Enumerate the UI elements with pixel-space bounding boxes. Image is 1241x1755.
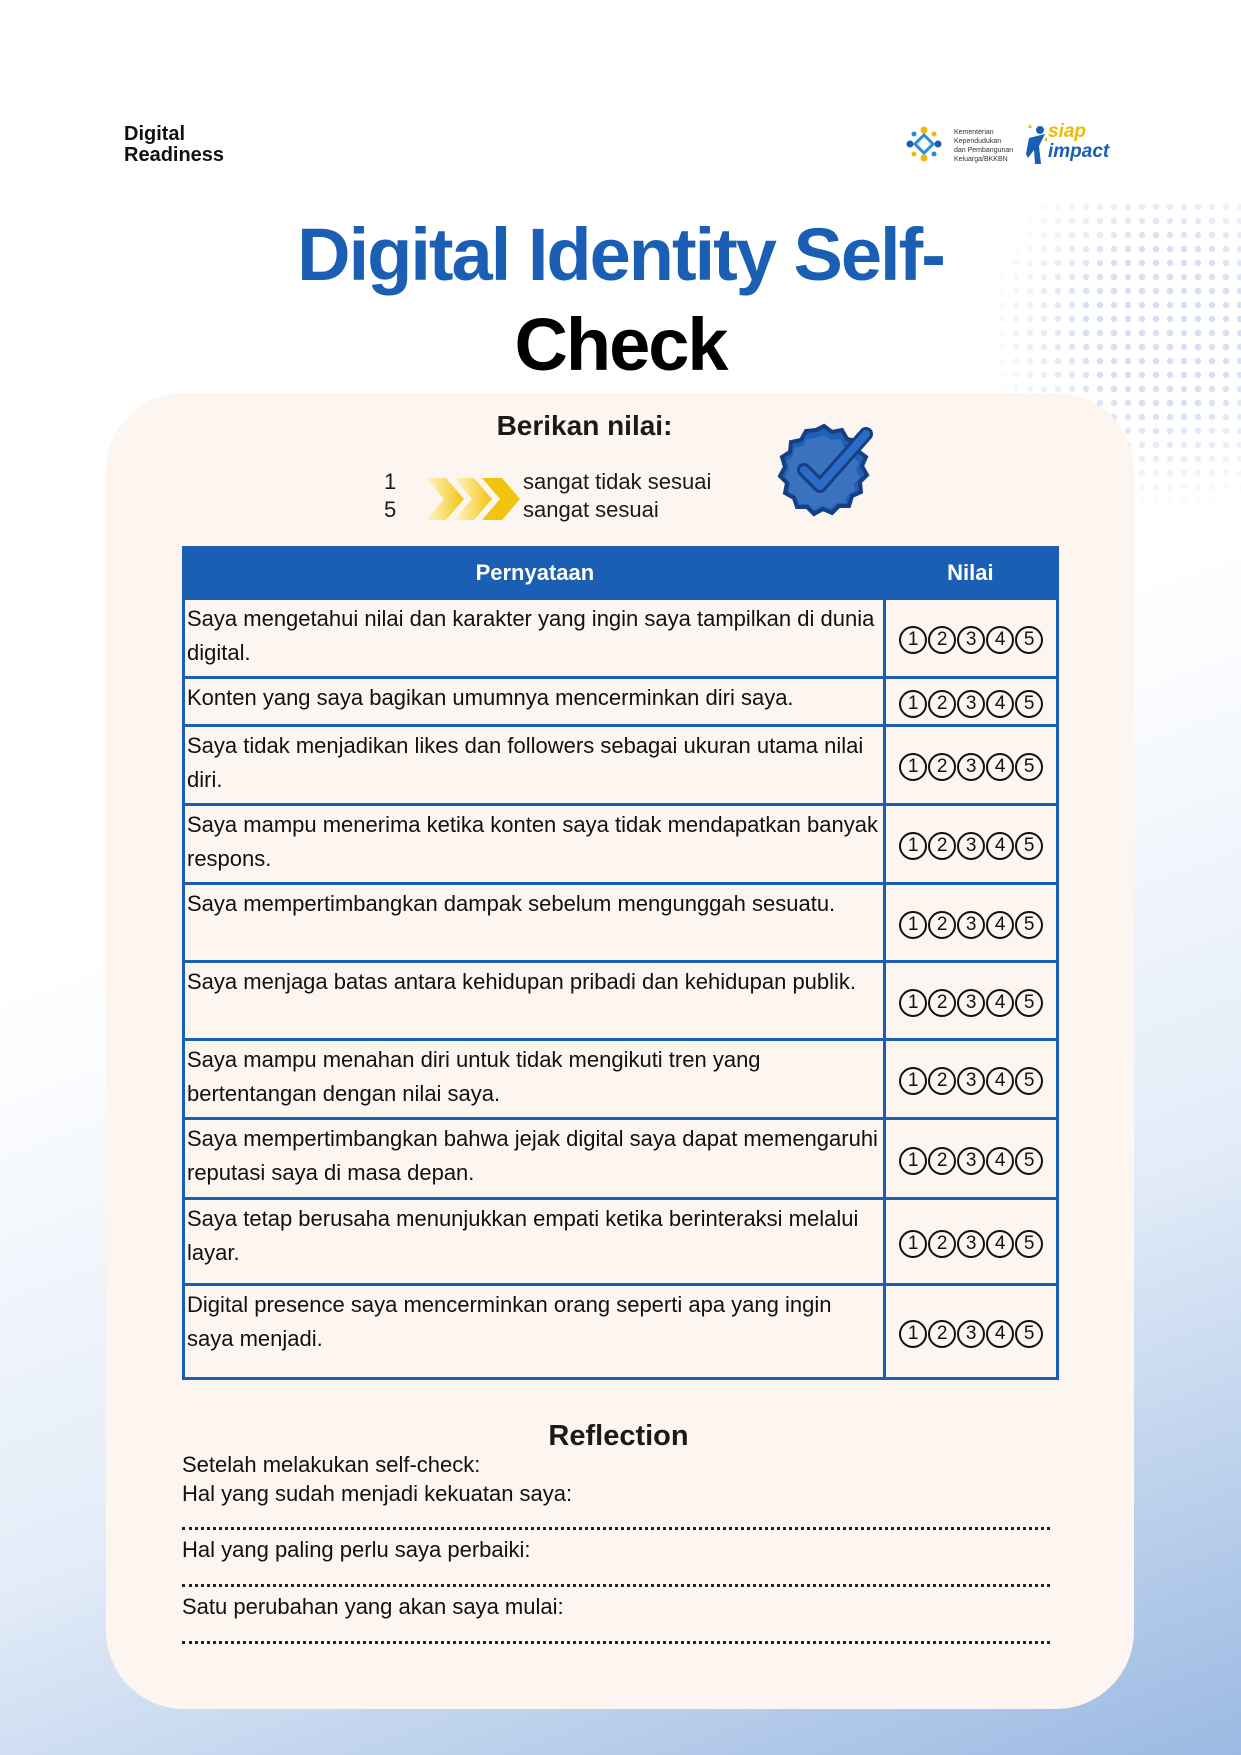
rating-heading	[0, 410, 1241, 442]
statement-cell: Saya tetap berusaha menunjukkan empati ketika berinteraksi melalui layar.	[184, 1199, 885, 1285]
statement-cell: Digital presence saya mencerminkan orang seperti apa yang ingin saya menjadi.	[184, 1285, 885, 1379]
table-row	[184, 678, 1058, 726]
score-option-4[interactable]: 4	[986, 832, 1014, 860]
rating-heading-text: Berikan nilai:	[496, 410, 673, 441]
score-option-2[interactable]: 2	[928, 832, 956, 860]
score-option-2[interactable]: 2	[928, 989, 956, 1017]
score-option-2[interactable]: 2	[928, 1230, 956, 1258]
score-cell	[885, 805, 1058, 884]
header-logos	[902, 118, 1122, 174]
gov-text-line: Kependudukan	[954, 138, 1002, 145]
header-statement: Pernyataan	[184, 548, 885, 599]
score-option-5[interactable]: 5	[1015, 911, 1043, 939]
table-row	[184, 1285, 1058, 1379]
score-cell	[885, 1199, 1058, 1285]
statement-cell: Saya tidak menjadikan likes dan followers sebagai ukuran utama nilai diri.	[184, 726, 885, 805]
score-option-5[interactable]: 5	[1015, 1147, 1043, 1175]
table-row	[184, 599, 1058, 678]
score-option-1[interactable]: 1	[899, 832, 927, 860]
score-option-1[interactable]: 1	[899, 626, 927, 654]
score-option-1[interactable]: 1	[899, 1067, 927, 1095]
score-cell	[885, 962, 1058, 1040]
page-title	[0, 210, 1241, 390]
check-badge-icon	[762, 412, 888, 530]
score-option-3[interactable]: 3	[957, 832, 985, 860]
table-row	[184, 884, 1058, 962]
score-cell	[885, 678, 1058, 726]
title-line-2: Check	[514, 303, 727, 386]
scale-min-number: 1	[384, 469, 397, 494]
score-option-2[interactable]: 2	[928, 753, 956, 781]
score-option-4[interactable]: 4	[986, 911, 1014, 939]
score-options	[899, 989, 1043, 1017]
siap-impact-wordmark	[1048, 122, 1109, 162]
score-cell	[885, 1040, 1058, 1119]
table-header-row	[184, 548, 1058, 599]
score-option-3[interactable]: 3	[957, 1147, 985, 1175]
siap-word: siap	[1048, 121, 1087, 142]
answer-line-improve[interactable]	[182, 1584, 1050, 1587]
statement-cell: Saya mampu menahan diri untuk tidak mengikuti tren yang bertentangan dengan nilai saya.	[184, 1040, 885, 1119]
score-option-2[interactable]: 2	[928, 626, 956, 654]
score-option-5[interactable]: 5	[1015, 1067, 1043, 1095]
brand-line-2: Readiness	[124, 144, 225, 166]
answer-line-strength[interactable]	[182, 1527, 1050, 1530]
score-option-1[interactable]: 1	[899, 1320, 927, 1348]
score-option-5[interactable]: 5	[1015, 1320, 1043, 1348]
table-row	[184, 1119, 1058, 1199]
brand-line-1: Digital	[124, 123, 186, 145]
score-options	[899, 911, 1043, 939]
statement-cell: Saya mampu menerima ketika konten saya tidak mendapatkan banyak respons.	[184, 805, 885, 884]
score-option-1[interactable]: 1	[899, 1230, 927, 1258]
score-option-5[interactable]: 5	[1015, 989, 1043, 1017]
score-option-2[interactable]: 2	[928, 690, 956, 718]
score-option-2[interactable]: 2	[928, 1147, 956, 1175]
statement-cell: Saya mengetahui nilai dan karakter yang ingin saya tampilkan di dunia digital.	[184, 599, 885, 678]
reflection-prompt-change: Satu perubahan yang akan saya mulai:	[182, 1594, 564, 1619]
score-option-4[interactable]: 4	[986, 1147, 1014, 1175]
person-figure-icon	[1026, 124, 1048, 166]
score-option-1[interactable]: 1	[899, 911, 927, 939]
gov-text-line: dan Pembangunan	[954, 147, 1014, 154]
score-options	[899, 1230, 1043, 1258]
score-option-1[interactable]: 1	[899, 690, 927, 718]
score-option-3[interactable]: 3	[957, 1230, 985, 1258]
government-logo-icon	[902, 122, 946, 166]
score-cell	[885, 884, 1058, 962]
score-option-4[interactable]: 4	[986, 1067, 1014, 1095]
score-option-2[interactable]: 2	[928, 911, 956, 939]
impact-word: impact	[1048, 141, 1110, 162]
scale-min-label: sangat tidak sesuai	[523, 469, 712, 494]
score-option-4[interactable]: 4	[986, 1320, 1014, 1348]
score-options	[899, 1067, 1043, 1095]
score-options	[899, 753, 1043, 781]
score-cell	[885, 599, 1058, 678]
title-line-1: Digital Identity Self-	[297, 213, 944, 296]
score-options	[899, 626, 1043, 654]
statement-cell: Konten yang saya bagikan umumnya mencerminkan diri saya.	[184, 678, 885, 726]
score-cell	[885, 726, 1058, 805]
scale-max-label: sangat sesuai	[523, 497, 659, 522]
score-options	[899, 1147, 1043, 1175]
table-row	[184, 1040, 1058, 1119]
score-option-3[interactable]: 3	[957, 1320, 985, 1348]
gov-text-line: Keluarga/BKKBN	[954, 156, 1008, 163]
statement-cell: Saya menjaga batas antara kehidupan pribadi dan kehidupan publik.	[184, 962, 885, 1040]
reflection-prompt-improve: Hal yang paling perlu saya perbaiki:	[182, 1537, 531, 1562]
scale-max-number: 5	[384, 497, 397, 522]
score-option-4[interactable]: 4	[986, 690, 1014, 718]
table-row	[184, 962, 1058, 1040]
siap-impact-logo-icon	[1026, 120, 1122, 170]
score-option-4[interactable]: 4	[986, 753, 1014, 781]
score-option-5[interactable]: 5	[1015, 753, 1043, 781]
score-option-3[interactable]: 3	[957, 911, 985, 939]
header-score: Nilai	[885, 548, 1058, 599]
score-option-1[interactable]: 1	[899, 753, 927, 781]
score-option-3[interactable]: 3	[957, 690, 985, 718]
self-check-table	[182, 546, 1059, 1380]
reflection-intro: Setelah melakukan self-check:	[182, 1452, 481, 1477]
score-option-5[interactable]: 5	[1015, 690, 1043, 718]
score-option-4[interactable]: 4	[986, 989, 1014, 1017]
statement-cell: Saya mempertimbangkan bahwa jejak digital saya dapat memengaruhi reputasi saya di masa depan.	[184, 1119, 885, 1199]
government-logo-text	[954, 128, 1024, 164]
score-options	[899, 832, 1043, 860]
table-row	[184, 726, 1058, 805]
reflection-heading-text: Reflection	[548, 1420, 689, 1452]
score-option-2[interactable]: 2	[928, 1067, 956, 1095]
score-option-4[interactable]: 4	[986, 1230, 1014, 1258]
table-row	[184, 805, 1058, 884]
chevron-arrows-icon	[424, 474, 524, 524]
score-option-4[interactable]: 4	[986, 626, 1014, 654]
score-cell	[885, 1119, 1058, 1199]
score-option-1[interactable]: 1	[899, 989, 927, 1017]
score-option-3[interactable]: 3	[957, 753, 985, 781]
score-option-3[interactable]: 3	[957, 1067, 985, 1095]
reflection-heading	[0, 1420, 1241, 1453]
table-row	[184, 1199, 1058, 1285]
score-option-5[interactable]: 5	[1015, 626, 1043, 654]
score-cell	[885, 1285, 1058, 1379]
score-option-3[interactable]: 3	[957, 626, 985, 654]
score-option-5[interactable]: 5	[1015, 1230, 1043, 1258]
score-option-5[interactable]: 5	[1015, 832, 1043, 860]
score-option-2[interactable]: 2	[928, 1320, 956, 1348]
gov-text-line: Kementerian	[954, 129, 994, 136]
score-options	[899, 690, 1043, 718]
score-option-3[interactable]: 3	[957, 989, 985, 1017]
reflection-prompt-strength: Hal yang sudah menjadi kekuatan saya:	[182, 1481, 573, 1506]
answer-line-change[interactable]	[182, 1641, 1050, 1644]
score-option-1[interactable]: 1	[899, 1147, 927, 1175]
brand-title	[124, 124, 224, 166]
score-options	[899, 1320, 1043, 1348]
statement-cell: Saya mempertimbangkan dampak sebelum mengunggah sesuatu.	[184, 884, 885, 962]
